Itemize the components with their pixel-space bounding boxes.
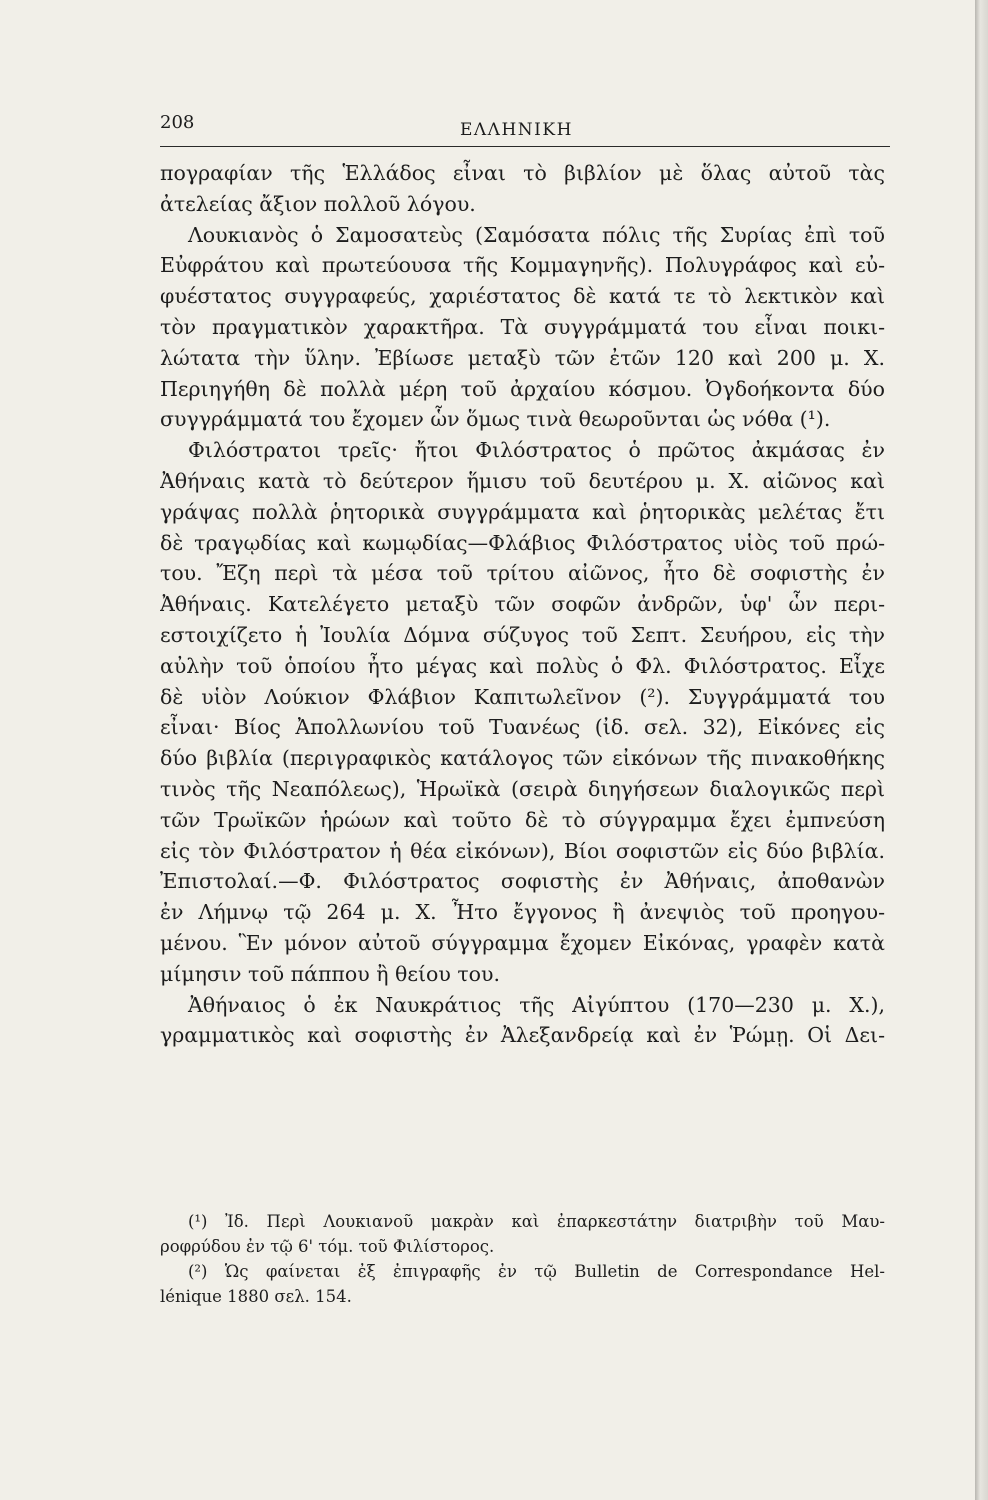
text-line: λώτατα τὴν ὕλην. Ἐβίωσε μεταξὺ τῶν ἐτῶν 120 καὶ 200 μ. Χ. (160, 345, 885, 370)
text-line: συγγράμματά του ἔχομεν ὧν ὅμως τινὰ θεωροῦνται ὡς νόθα (¹). (160, 407, 831, 432)
text-line: μένου. Ἓν μόνον αὐτοῦ σύγγραμμα ἔχομεν Εἰκόνας, γραφὲν κατὰ (160, 930, 885, 955)
footnote-line: (²) Ὡς φαίνεται ἐξ ἐπιγραφῆς ἐν τῷ Bulletin de Correspondance Hel- (188, 1262, 885, 1281)
text-line: τὸν πραγματικὸν χαρακτῆρα. Τὰ συγγράμματά του εἶναι ποικι- (160, 314, 885, 339)
text-line: ἐν Λήμνῳ τῷ 264 μ. Χ. Ἦτο ἔγγονος ἢ ἀνεψιὸς τοῦ προηγου- (160, 900, 885, 925)
text-line: γραμματικὸς καὶ σοφιστὴς ἐν Ἀλεξανδρείᾳ καὶ ἐν Ῥώμῃ. Οἱ Δει- (160, 1023, 885, 1048)
text-line: αὐλὴν τοῦ ὁποίου ἦτο μέγας καὶ πολὺς ὁ Φλ. Φιλόστρατος. Εἶχε (160, 653, 885, 678)
text-line: Ἀθήναις. Κατελέγετο μεταξὺ τῶν σοφῶν ἀνδρῶν, ὑφ' ὧν περι- (160, 592, 885, 617)
body-text (160, 158, 885, 1051)
text-line: εἰς τὸν Φιλόστρατον ἡ θέα εἰκόνων), Βίοι σοφιστῶν εἰς δύο βιβλία. (160, 838, 885, 863)
page-number: 208 (160, 112, 195, 133)
text-line: δὲ υἱὸν Λούκιον Φλάβιον Καπιτωλεῖνον (²). Συγγράμματά του (160, 684, 885, 709)
running-head: ΕΛΛΗΝΙΚΗ (460, 120, 573, 140)
text-line: Εὐφράτου καὶ πρωτεύουσα τῆς Κομμαγηνῆς). Πολυγράφος καὶ εὐ- (160, 253, 885, 278)
text-line: εστοιχίζετο ἡ Ἰουλία Δόμνα σύζυγος τοῦ Σεπτ. Σευήρου, εἰς τὴν (160, 622, 885, 647)
text-line: του. Ἔζη περὶ τὰ μέσα τοῦ τρίτου αἰῶνος, ἦτο δὲ σοφιστὴς ἐν (160, 561, 885, 586)
text-line: πογραφίαν τῆς Ἑλλάδος εἶναι τὸ βιβλίον μὲ ὅλας αὐτοῦ τὰς (160, 161, 885, 185)
footnote-line: ροφρύδου ἐν τῷ 6' τόμ. τοῦ Φιλίστορος. (160, 1237, 495, 1256)
footnote-line: lénique 1880 σελ. 154. (160, 1287, 352, 1306)
page-header (160, 112, 890, 147)
text-line: δύο βιβλία (περιγραφικὸς κατάλογος τῶν εἰκόνων τῆς πινακοθήκης (160, 746, 885, 771)
page-gutter (975, 0, 988, 1500)
text-line: Φιλόστρατοι τρεῖς· ἤτοι Φιλόστρατος ὁ πρῶτος ἀκμάσας ἐν (188, 438, 885, 463)
text-line: δὲ τραγῳδίας καὶ κωμῳδίας—Φλάβιος Φιλόστρατος υἱὸς τοῦ πρώ- (160, 530, 885, 555)
text-line: Ἀθήναις κατὰ τὸ δεύτερον ἥμισυ τοῦ δευτέρου μ. Χ. αἰῶνος καὶ (160, 468, 885, 493)
text-line: φυέστατος συγγραφεύς, χαριέστατος δὲ κατά τε τὸ λεκτικὸν καὶ (160, 284, 885, 309)
text-line: εἶναι· Βίος Ἀπολλωνίου τοῦ Τυανέως (ἰδ. σελ. 32), Εἰκόνες εἰς (160, 715, 885, 740)
footnotes (160, 1209, 885, 1309)
text-line: Ἐπιστολαί.—Φ. Φιλόστρατος σοφιστὴς ἐν Ἀθήναις, ἀποθανὼν (160, 869, 885, 894)
text-line: Περιηγήθη δὲ πολλὰ μέρη τοῦ ἀρχαίου κόσμου. Ὀγδοήκοντα δύο (160, 376, 885, 401)
footnote-line: (¹) Ἰδ. Περὶ Λουκιανοῦ μακρὰν καὶ ἐπαρκεστάτην διατριβὴν τοῦ Μαυ- (188, 1212, 885, 1231)
text-line: τῶν Τρωϊκῶν ἡρώων καὶ τοῦτο δὲ τὸ σύγγραμμα ἔχει ἐμπνεύση (160, 807, 885, 832)
text-line: μίμησιν τοῦ πάππου ἢ θείου του. (160, 961, 501, 986)
text-line: γράψας πολλὰ ῥητορικὰ συγγράμματα καὶ ῥητορικὰς μελέτας ἔτι (160, 499, 885, 524)
text-line: ἀτελείας ἄξιον πολλοῦ λόγου. (160, 191, 476, 216)
text-line: Λουκιανὸς ὁ Σαμοσατεὺς (Σαμόσατα πόλις τῆς Συρίας ἐπὶ τοῦ (188, 222, 885, 247)
text-line: Ἀθήναιος ὁ ἐκ Ναυκράτιος τῆς Αἰγύπτου (170—230 μ. Χ.), (188, 992, 885, 1017)
text-line: τινὸς τῆς Νεαπόλεως), Ἡρωϊκὰ (σειρὰ διηγήσεων διαλογικῶς περὶ (160, 776, 885, 801)
